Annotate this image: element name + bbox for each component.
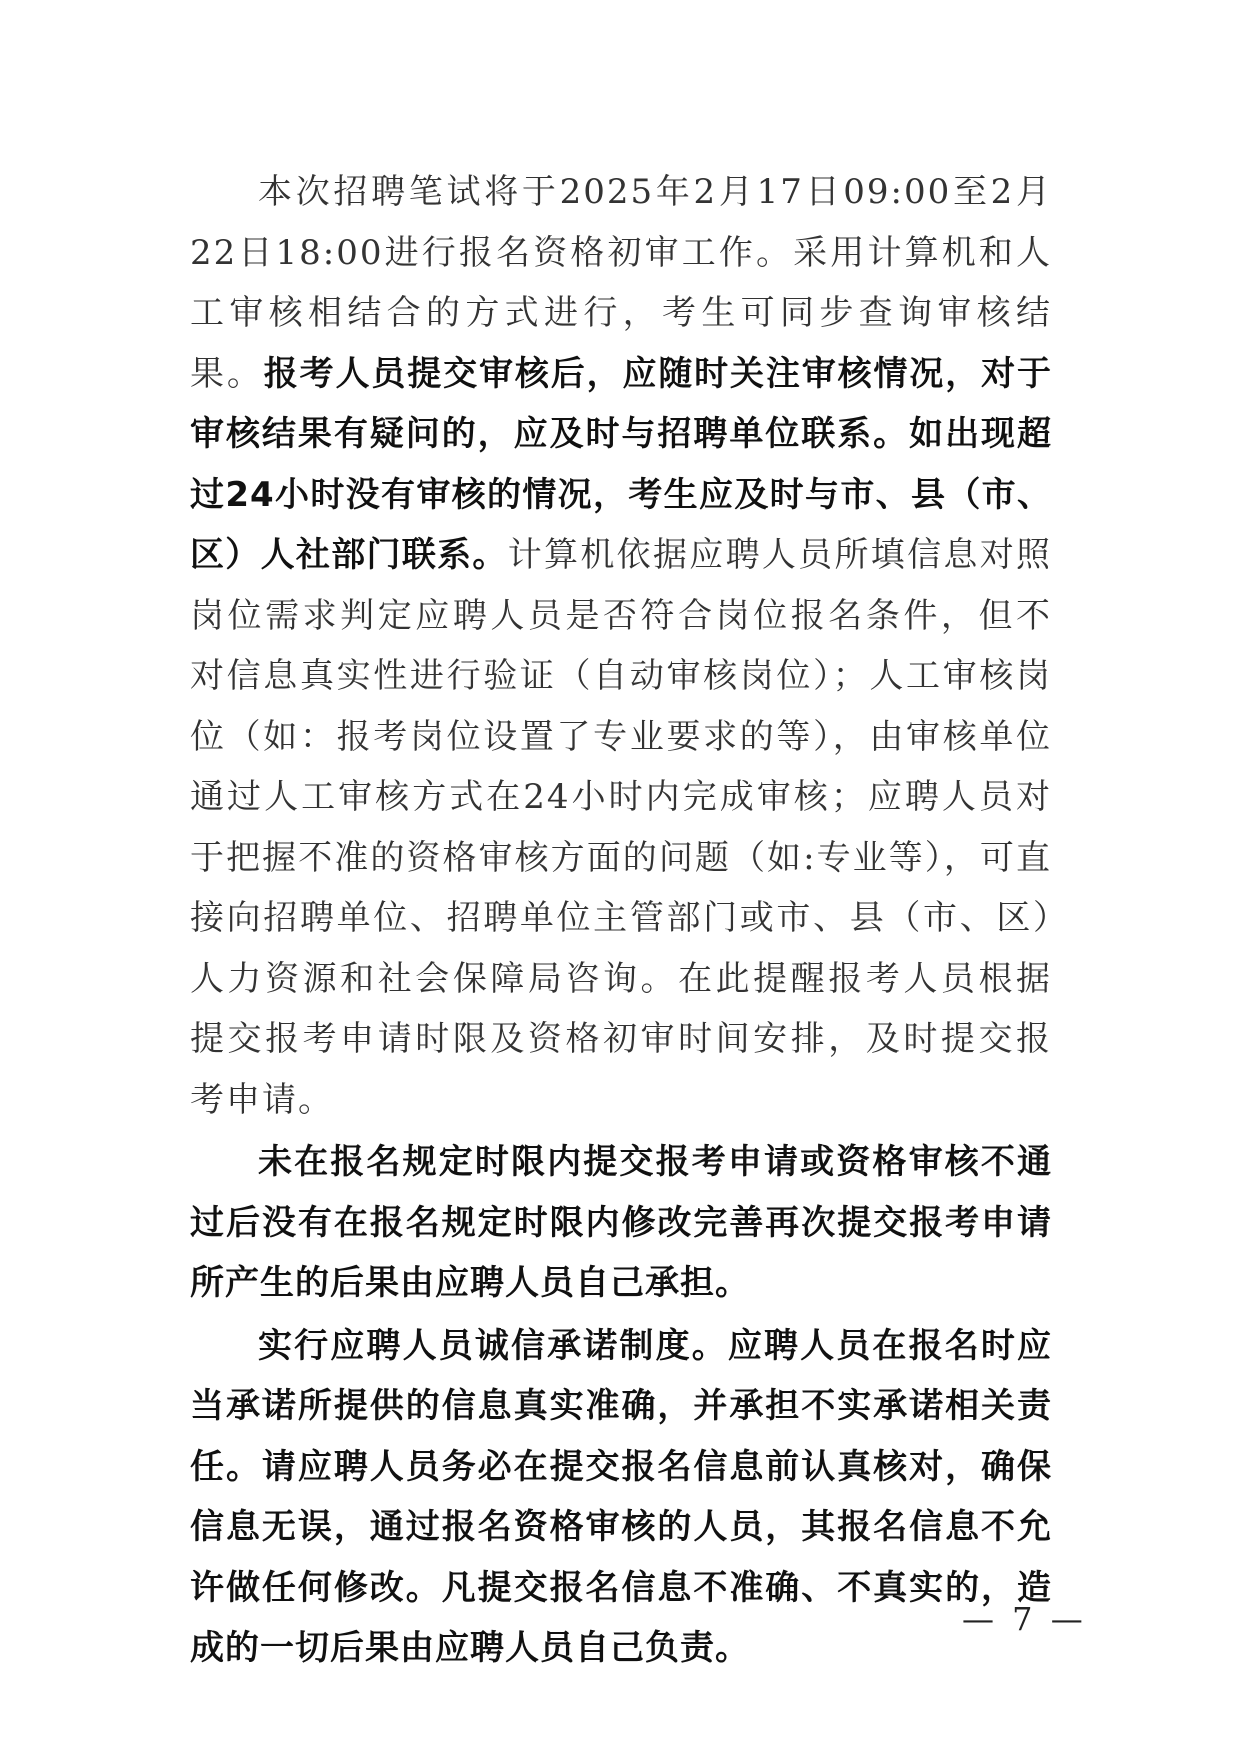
paragraph-1-run-3: 计算机依据应聘人员所填信息对照岗位需求判定应聘人员是否符合岗位报名条件，但不对信息真实性进行验证（自动审核岗位）；人工审核岗位（如：报考岗位设置了专业要求的等），由审核单位通过人工审核方式在24小时内完成审核；应聘人员对于把握不准的资格审核方面的问题（如:专业等），可直接向招聘单位、招聘单位主管部门或市、县（市、区）人力资源和社会保障局咨询。在此提醒报考人员根据提交报考申请时限及资格初审时间安排，及时提交报考申请。 bbox=[190, 535, 1053, 1120]
paragraph-1-run-2: 报考人员提交审核后，应随时关注审核情况，对于审核结果有疑问的，应及时与招聘单位联系。如出现超过24小时没有审核的情况，考生应及时与市、县（市、区）人社部门联系。 bbox=[190, 353, 1053, 575]
page-number: — 7 — bbox=[962, 1600, 1087, 1638]
paragraph-2-run-1: 未在报名规定时限内提交报考申请或资格审核不通过后没有在报名规定时限内修改完善再次提交报考申请所产生的后果由应聘人员自己承担。 bbox=[190, 1142, 1052, 1303]
document-body bbox=[190, 162, 1052, 1679]
paragraph-exam-review bbox=[190, 162, 1052, 1130]
paragraph-3-run-1: 实行应聘人员诚信承诺制度。应聘人员在报名时应当承诺所提供的信息真实准确，并承担不实承诺相关责任。请应聘人员务必在提交报名信息前认真核对，确保信息无误，通过报名资格审核的人员，其报名信息不允许做任何修改。凡提交报名信息不准确、不真实的，造成的一切后果由应聘人员自己负责。 bbox=[190, 1325, 1052, 1668]
paragraph-deadline-consequence bbox=[190, 1132, 1052, 1314]
paragraph-integrity-commitment bbox=[190, 1316, 1052, 1679]
paragraph-1-run-1: 本次招聘笔试将于2025年2月17日09:00至2月22日18:00进行报名资格初审工作。采用计算机和人工审核相结合的方式进行，考生可同步查询审核结果。 bbox=[190, 172, 1052, 394]
